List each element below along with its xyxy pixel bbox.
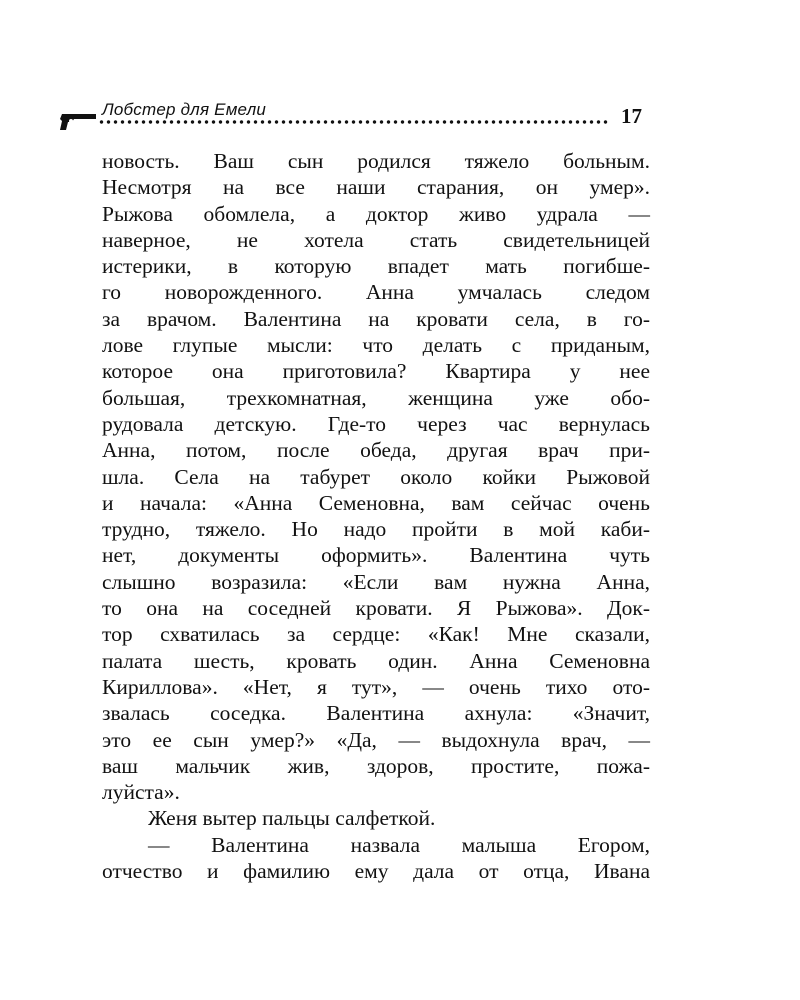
running-title: Лобстер для Емели (102, 100, 267, 119)
text-line: Несмотря на все наши старания, он умер». (102, 175, 650, 200)
text-line: луйста». (102, 780, 180, 805)
text-line: слышно возразила: «Если вам нужна Анна, (102, 569, 650, 594)
text-line: го новорожденного. Анна умчалась следом (102, 280, 650, 305)
text-line: Рыжова обомлела, а доктор живо удрала — (102, 201, 650, 226)
text-line: шла. Села на табурет около койки Рыжовой (102, 464, 650, 489)
revolver-icon (58, 110, 100, 132)
page-number: 17 (621, 104, 642, 128)
paragraph-first-line: — Валентина назвала малыша Егором, (148, 832, 650, 857)
text-line: Анна, потом, после обеда, другая врач при- (102, 438, 650, 463)
text-line: Кириллова». «Нет, я тут», — очень тихо ото- (102, 674, 650, 699)
text-line: и начала: «Анна Семеновна, вам сейчас очень (102, 490, 650, 515)
dotted-leader (98, 120, 610, 124)
text-line: рудовала детскую. Где-то через час вернулась (102, 411, 650, 436)
text-line: ваш мальчик жив, здоров, простите, пожа- (102, 753, 650, 778)
page-header (58, 96, 658, 136)
body-text (102, 148, 650, 884)
text-line: тор схватилась за сердце: «Как! Мне сказали, (102, 622, 650, 647)
text-line: истерики, в которую впадет мать погибше- (102, 254, 650, 279)
text-line: которое она приготовила? Квартира у нее (102, 359, 650, 384)
text-line: лове глупые мысли: что делать с приданым, (102, 333, 650, 358)
text-line: новость. Ваш сын родился тяжело больным. (102, 149, 650, 173)
paragraph-first-line: Женя вытер пальцы салфеткой. (148, 806, 436, 831)
text-line: трудно, тяжело. Но надо пройти в мой каби- (102, 517, 650, 542)
text-line: то она на соседней кровати. Я Рыжова». Док- (102, 596, 650, 621)
text-line: это ее сын умер?» «Да, — выдохнула врач, — (102, 727, 650, 752)
text-line: наверное, не хотела стать свидетельницей (102, 227, 650, 252)
text-line: за врачом. Валентина на кровати села, в го- (102, 306, 650, 331)
text-line: отчество и фамилию ему дала от отца, Ивана (102, 859, 650, 884)
text-line: нет, документы оформить». Валентина чуть (102, 543, 650, 568)
text-line: звалась соседка. Валентина ахнула: «Значит, (102, 701, 650, 726)
text-line: большая, трехкомнатная, женщина уже обо- (102, 385, 650, 410)
text-line: палата шесть, кровать один. Анна Семеновна (102, 648, 650, 673)
